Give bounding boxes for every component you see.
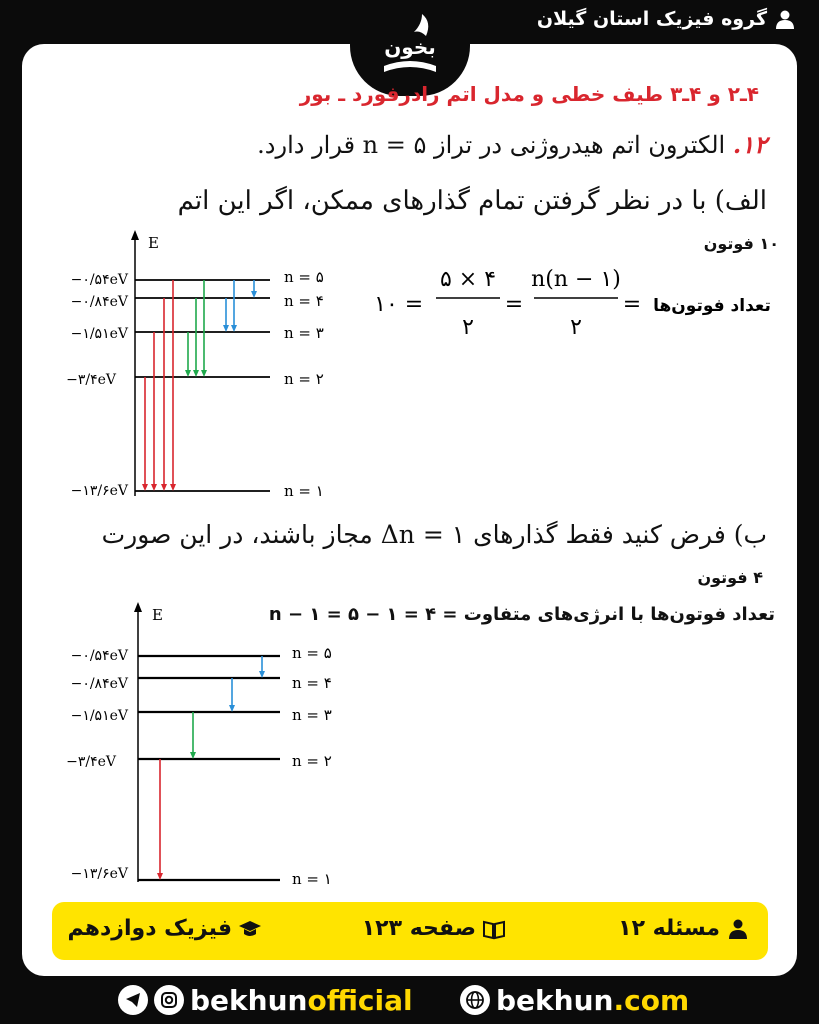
formula-result: ۱۰	[374, 292, 398, 317]
level-label: n = ۴	[292, 674, 332, 692]
formula-label: تعداد فوتون‌ها	[653, 296, 771, 316]
group-name: گروه فیزیک استان گیلان	[536, 8, 767, 30]
level-label: n = ۱	[284, 482, 324, 500]
logo-icon	[370, 8, 450, 88]
footer-bar	[52, 902, 768, 960]
part-b-answer: ۴ فوتون	[697, 568, 763, 587]
page-label: صفحه ۱۲۳	[361, 916, 476, 941]
photon-count-formula	[366, 266, 790, 346]
level-label: n = ۴	[284, 292, 324, 310]
energy-label: −۱۳/۶eV	[70, 483, 128, 499]
group-header	[537, 8, 795, 30]
problem-info	[618, 916, 750, 941]
formula-den2: ۲	[462, 315, 474, 340]
energy-label: −۱۳/۶eV	[70, 866, 128, 882]
site-accent: .com	[613, 983, 690, 1017]
logo-text: بخون	[384, 35, 436, 59]
formula-eq-2: =	[504, 292, 524, 317]
graduation-cap-icon	[238, 917, 262, 941]
level-label: n = ۵	[284, 268, 324, 286]
book-label: فیزیک دوازدهم	[67, 916, 232, 941]
globe-icon[interactable]	[460, 985, 490, 1015]
handle-accent: official	[307, 983, 413, 1017]
energy-diagram-all	[30, 226, 350, 502]
level-label: n = ۱	[292, 870, 332, 888]
level-label: n = ۲	[292, 752, 332, 770]
telegram-icon[interactable]	[118, 985, 148, 1015]
energy-label: −۱/۵۱eV	[70, 326, 128, 342]
part-a-text: الف) با در نظر گرفتن تمام گذارهای ممکن، اگر این اتم	[177, 186, 767, 216]
formula-eq-3: =	[622, 292, 642, 317]
formula-num2: ۵ × ۴	[439, 267, 497, 292]
section-title: ۴ـ۲ و ۴ـ۳ طیف خطی و مدل اتم رادرفورد ـ بور	[299, 82, 759, 106]
part-a-answer: ۱۰ فوتون	[703, 234, 779, 253]
part-b-equation: تعداد فوتون‌ها با انرژی‌های متفاوت = n − ۱ = ۵ − ۱ = ۴	[268, 604, 775, 625]
question-line	[257, 130, 767, 159]
question-text: الکترون اتم هیدروژنی در تراز ۵ = n قرار دارد.	[257, 131, 726, 159]
page-info	[362, 916, 506, 941]
part-b-text: ب) فرض کنید فقط گذارهای ۱ = Δn مجاز باشند، در این صورت	[101, 520, 767, 549]
question-number: ۱۲.	[732, 130, 767, 159]
energy-label: −۳/۴eV	[66, 372, 116, 388]
energy-label: −۱/۵۱eV	[70, 708, 128, 724]
axis-label: E	[152, 606, 163, 624]
energy-diagram-adjacent	[30, 596, 350, 888]
open-book-icon	[482, 917, 506, 941]
energy-label: −۳/۴eV	[66, 754, 116, 770]
formula-numerator: n(n − ۱)	[531, 267, 621, 292]
student-icon	[726, 917, 750, 941]
level-label: n = ۳	[284, 324, 324, 342]
book-info	[68, 916, 262, 941]
handle-main: bekhun	[190, 983, 308, 1017]
instagram-icon[interactable]	[154, 985, 184, 1015]
level-label: n = ۲	[284, 370, 324, 388]
level-label: n = ۳	[292, 706, 332, 724]
website-link[interactable]	[460, 982, 689, 1018]
formula-eq-1: =	[404, 292, 424, 317]
user-icon	[775, 9, 795, 29]
energy-label: −۰/۵۴eV	[70, 648, 128, 664]
site-main: bekhun	[496, 983, 614, 1017]
energy-label: −۰/۸۴eV	[70, 294, 128, 310]
social-handle[interactable]	[118, 982, 413, 1018]
axis-label: E	[148, 234, 159, 252]
formula-denominator: ۲	[570, 315, 582, 340]
level-label: n = ۵	[292, 644, 332, 662]
energy-label: −۰/۵۴eV	[70, 272, 128, 288]
energy-label: −۰/۸۴eV	[70, 676, 128, 692]
problem-label: مسئله ۱۲	[618, 916, 720, 941]
